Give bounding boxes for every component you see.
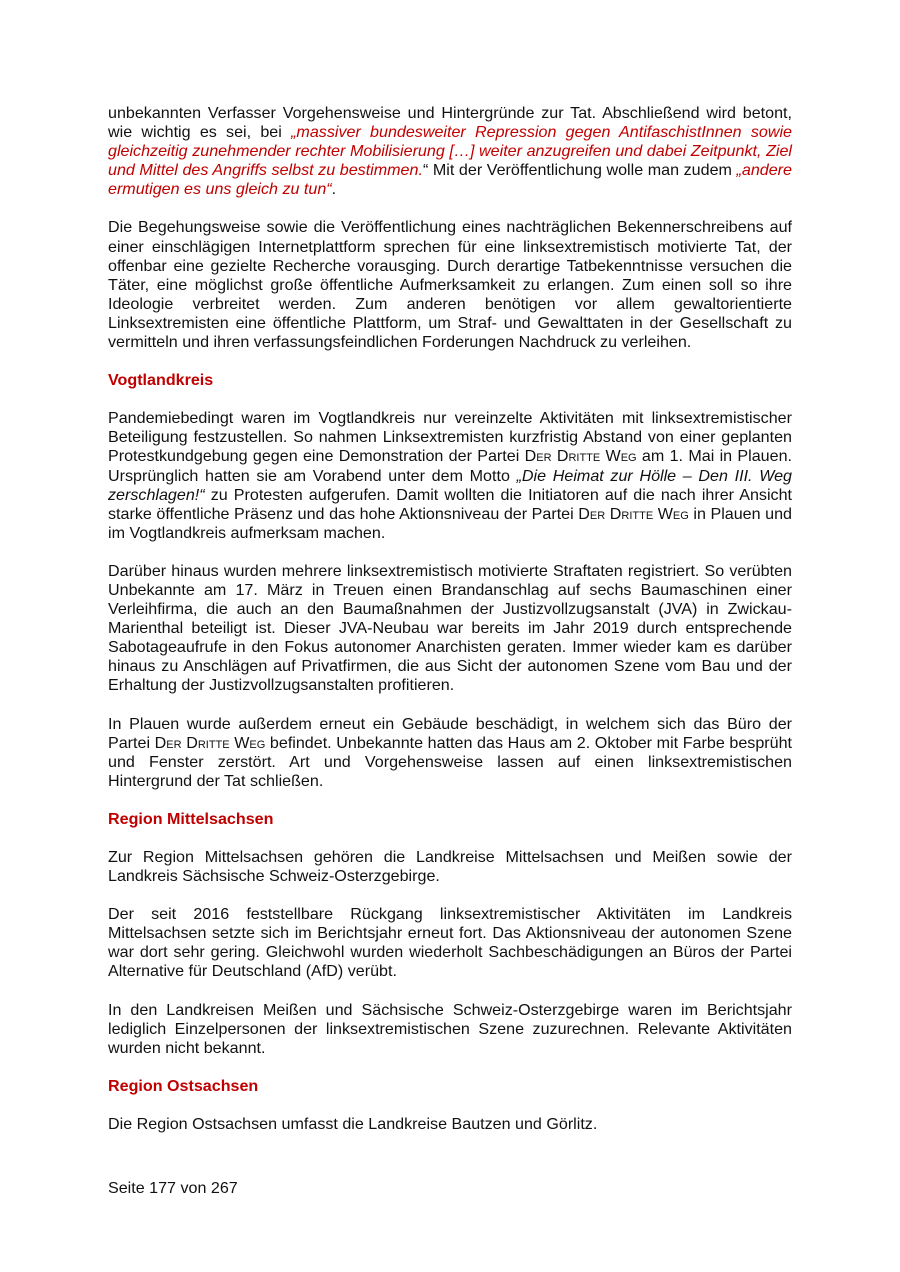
paragraph-meissen-osterzgebirge: In den Landkreisen Meißen und Sächsische Schweiz-Osterzgebirge waren im Berichtsjahr lediglich Einzelpersonen der linksextremistischen Szene zuzurechnen. Relevante Aktivitäten wurden nicht bekannt.	[108, 1000, 792, 1057]
party-name: Der Dritte Weg	[578, 504, 689, 523]
section-heading-mittelsachsen: Region Mittelsachsen	[108, 809, 274, 828]
paragraph-mittelsachsen-rueckgang: Der seit 2016 feststellbare Rückgang linksextremistischer Aktivitäten im Landkreis Mittelsachsen setzte sich im Berichtsjahr erneut fort. Das Aktionsniveau der autonomen Szene war dort sehr gering. Gleichwohl wurden wiederholt Sachbeschädigungen an Büros der Partei Alternative für Deutschland (AfD) verübt.	[108, 905, 792, 981]
party-name: Der Dritte Weg	[154, 733, 266, 752]
paragraph-mittelsachsen-landkreise: Zur Region Mittelsachsen gehören die Landkreise Mittelsachsen und Meißen sowie der Landkreis Sächsische Schweiz-Osterzgebirge.	[108, 848, 792, 886]
party-name: Der Dritte Weg	[524, 447, 637, 466]
paragraph-vogtland-pandemie: Pandemiebedingt waren im Vogtlandkreis nur vereinzelte Aktivitäten mit linksextremistischer Beteiligung festzustellen. So nahmen Linksextremisten kurzfristig Abstand von einer geplanten Protestkundgebung gegen eine Demonstration der Partei Der Dritte Weg am 1. Mai in Plauen. Ursprünglich hatten sie am Vorabend unter dem Motto „Die Heimat zur Hölle – Den III. Weg zerschlagen!“ zu Protesten aufgerufen. Damit wollten die Initiatoren auf die nach ihrer Ansicht starke öffentliche Präsenz und das hohe Aktionsniveau der Partei Der Dritte Weg in Plauen und im Vogtlandkreis aufmerksam machen.	[108, 409, 793, 542]
paragraph-bekennerschreiben-summary: unbekannten Verfasser Vorgehensweise und Hintergründe zur Tat. Abschließend wird betont, wie wichtig es sei, bei „massiver bundesweiter Repression gegen AntifaschistInnen sowie gleichzeitig zunehmender rechter Mobilisierung […] weiter anzugreifen und dabei Zeitpunkt, Ziel und Mittel des Angriffs selbst zu bestimmen.“ Mit der Veröffentlichung wolle man zudem „andere ermutigen es uns gleich zu tun“.	[108, 104, 792, 199]
paragraph-straftaten: Darüber hinaus wurden mehrere linksextremistisch motivierte Straftaten registriert. So verübten Unbekannte am 17. März in Treuen einen Brandanschlag auf sechs Baumaschinen einer Verleihfirma, die auch an den Baumaßnahmen der Justizvollzugsanstalt (JVA) in Zwickau-Marienthal beteiligt ist. Dieser JVA-Neubau war bereits im Jahr 2019 durch entsprechende Sabotageaufrufe in den Fokus autonomer Anarchisten geraten. Immer wieder kam es darüber hinaus zu Anschlägen auf Privatfirmen, die aus Sicht der autonomen Szene vom Bau und der Erhaltung der Justizvollzugsanstalten profitieren.	[108, 561, 792, 695]
motto-quote: „Die Heimat zur Hölle – Den III. Weg zerschlagen!“	[108, 466, 792, 504]
paragraph-begehungsweise: Die Begehungsweise sowie die Veröffentlichung eines nachträglichen Bekennerschreibens auf einer einschlägigen Internetplattform sprechen für eine linksextremistisch motivierte Tat, der offenbar eine gezielte Recherche vorausging. Durch derartige Tatbekenntnisse versuchen die Täter, eine möglichst große öffentliche Aufmerksamkeit zu erlangen. Zum einen soll so ihre Ideologie verbreitet werden. Zum anderen benötigen vor allem gewaltorientierte Linksextremisten eine öffentliche Plattform, um Straf- und Gewalttaten in der Gesellschaft zu vermitteln und ihren verfassungsfeindlichen Forderungen Nachdruck zu verleihen.	[108, 218, 792, 352]
section-heading-ostsachsen: Region Ostsachsen	[108, 1076, 259, 1095]
red-quote: „massiver bundesweiter Repression gegen AntifaschistInnen sowie gleichzeitig zunehmender rechter Mobilisierung […] weiter anzugreifen und dabei Zeitpunkt, Ziel und Mittel des Angriffs selbst zu bestimmen.	[108, 123, 792, 180]
paragraph-plauen-gebaeude: In Plauen wurde außerdem erneut ein Gebäude beschädigt, in welchem sich das Büro der Partei Der Dritte Weg befindet. Unbekannte hatten das Haus am 2. Oktober mit Farbe besprüht und Fenster zerstört. Art und Vorgehensweise lassen auf einen linksextremistischen Hintergrund der Tat schließen.	[108, 714, 793, 790]
red-quote: „andere ermutigen es uns gleich zu tun“	[108, 161, 792, 199]
section-heading-vogtlandkreis: Vogtlandkreis	[108, 371, 214, 390]
page-number-footer: Seite 177 von 267	[108, 1179, 238, 1197]
document-body	[108, 104, 792, 1134]
paragraph-ostsachsen: Die Region Ostsachsen umfasst die Landkreise Bautzen und Görlitz.	[108, 1114, 598, 1133]
